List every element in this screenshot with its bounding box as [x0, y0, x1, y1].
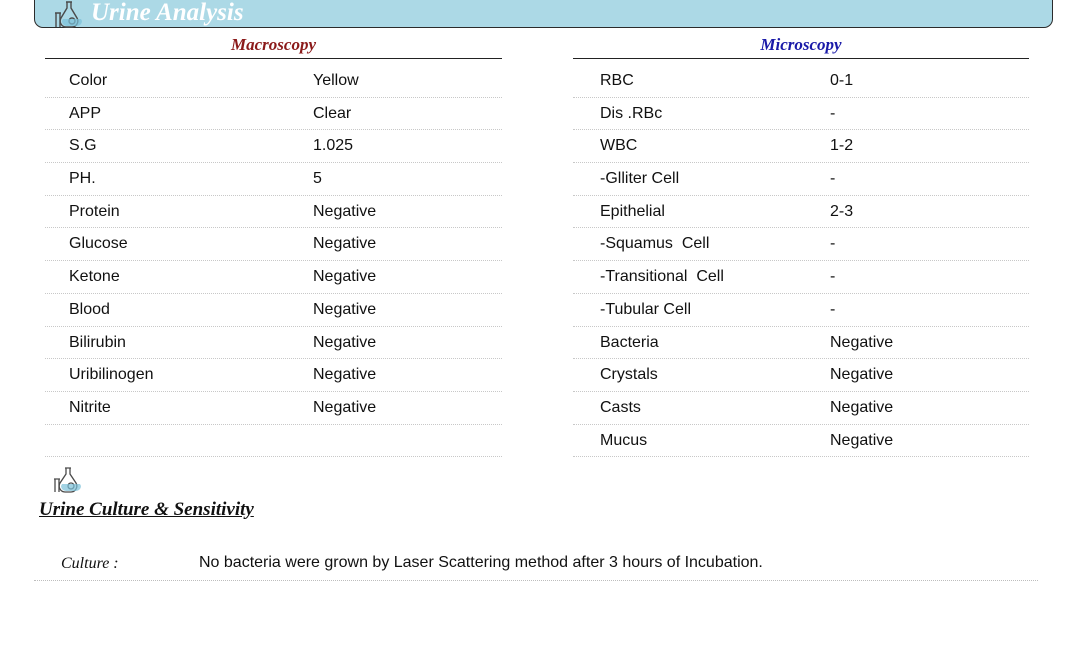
row-label: -Glliter Cell: [600, 170, 680, 188]
table-row: [45, 228, 502, 261]
culture-value: No bacteria were grown by Laser Scattering method after 3 hours of Incubation.: [199, 554, 763, 571]
row-value: 0-1: [830, 72, 854, 89]
row-label: WBC: [600, 137, 638, 155]
row-label: Glucose: [69, 235, 128, 253]
row-label: Crystals: [600, 366, 658, 384]
row-label: S.G: [69, 137, 97, 155]
row-label: Blood: [69, 300, 110, 318]
table-row: [45, 163, 502, 196]
culture-section-title: Urine Culture & Sensitivity: [39, 499, 254, 520]
macroscopy-table: [45, 32, 502, 457]
row-label: Nitrite: [69, 398, 111, 416]
row-value: -: [830, 300, 836, 318]
table-row: [573, 392, 1029, 425]
microscopy-heading: Microscopy: [573, 32, 1029, 59]
table-row: [45, 294, 502, 327]
row-value: -: [830, 268, 836, 286]
table-row: [573, 261, 1029, 294]
row-value: -: [830, 104, 836, 122]
row-label: Casts: [600, 398, 641, 416]
row-value: Negative: [313, 235, 377, 253]
table-row: [45, 98, 502, 131]
row-label: Protein: [69, 202, 120, 220]
row-value: Negative: [830, 431, 894, 449]
row-value: -: [830, 235, 836, 253]
table-row: [573, 130, 1029, 163]
row-value: Negative: [313, 268, 377, 286]
macroscopy-heading: Macroscopy: [45, 32, 502, 59]
row-value: 5: [313, 170, 322, 188]
lab-flask-icon: [52, 466, 82, 494]
table-row: [573, 196, 1029, 229]
lab-flask-icon: [53, 0, 83, 29]
row-value: Negative: [313, 398, 377, 416]
table-row: [573, 359, 1029, 392]
row-label: PH.: [69, 170, 96, 188]
row-value: 1-2: [830, 137, 854, 155]
row-label: Ketone: [69, 268, 120, 286]
row-label: Epithelial: [600, 202, 665, 220]
culture-label: Culture :: [61, 555, 119, 572]
table-row: [573, 327, 1029, 360]
row-value: Clear: [313, 104, 352, 122]
table-row: [45, 327, 502, 360]
table-row: [45, 261, 502, 294]
row-value: -: [830, 170, 836, 188]
table-row: [573, 163, 1029, 196]
row-label: Bacteria: [600, 333, 659, 351]
table-row: [45, 392, 502, 425]
row-value: 1.025: [313, 137, 354, 155]
row-label: Bilirubin: [69, 333, 126, 351]
row-label: -Tubular Cell: [600, 300, 691, 318]
row-value: Negative: [830, 366, 894, 384]
row-value: Negative: [830, 398, 894, 416]
row-label: APP: [69, 104, 102, 122]
row-value: Negative: [313, 202, 377, 220]
row-label: Dis .RBc: [600, 104, 663, 122]
row-value: Negative: [313, 300, 377, 318]
table-row: [573, 294, 1029, 327]
row-label: Mucus: [600, 431, 648, 449]
microscopy-table: [573, 32, 1029, 457]
section-banner: [34, 0, 1053, 28]
page-title: Urine Analysis: [91, 0, 244, 26]
table-row: [45, 130, 502, 163]
row-label: Uribilinogen: [69, 366, 154, 384]
table-row: [45, 196, 502, 229]
culture-row: [34, 547, 1038, 581]
table-row: [45, 65, 502, 98]
row-value: Negative: [313, 333, 377, 351]
row-label: RBC: [600, 72, 634, 89]
row-value: Negative: [313, 366, 377, 384]
row-value: 2-3: [830, 202, 854, 220]
row-label: Color: [69, 72, 108, 89]
row-value: Yellow: [313, 72, 359, 89]
table-row: [573, 98, 1029, 131]
table-row: [573, 425, 1029, 458]
row-label: -Squamus Cell: [600, 235, 710, 253]
table-row: [45, 359, 502, 392]
row-label: -Transitional Cell: [600, 268, 724, 286]
table-row: [573, 65, 1029, 98]
row-value: Negative: [830, 333, 894, 351]
table-row: [573, 228, 1029, 261]
table-row: [45, 425, 502, 458]
